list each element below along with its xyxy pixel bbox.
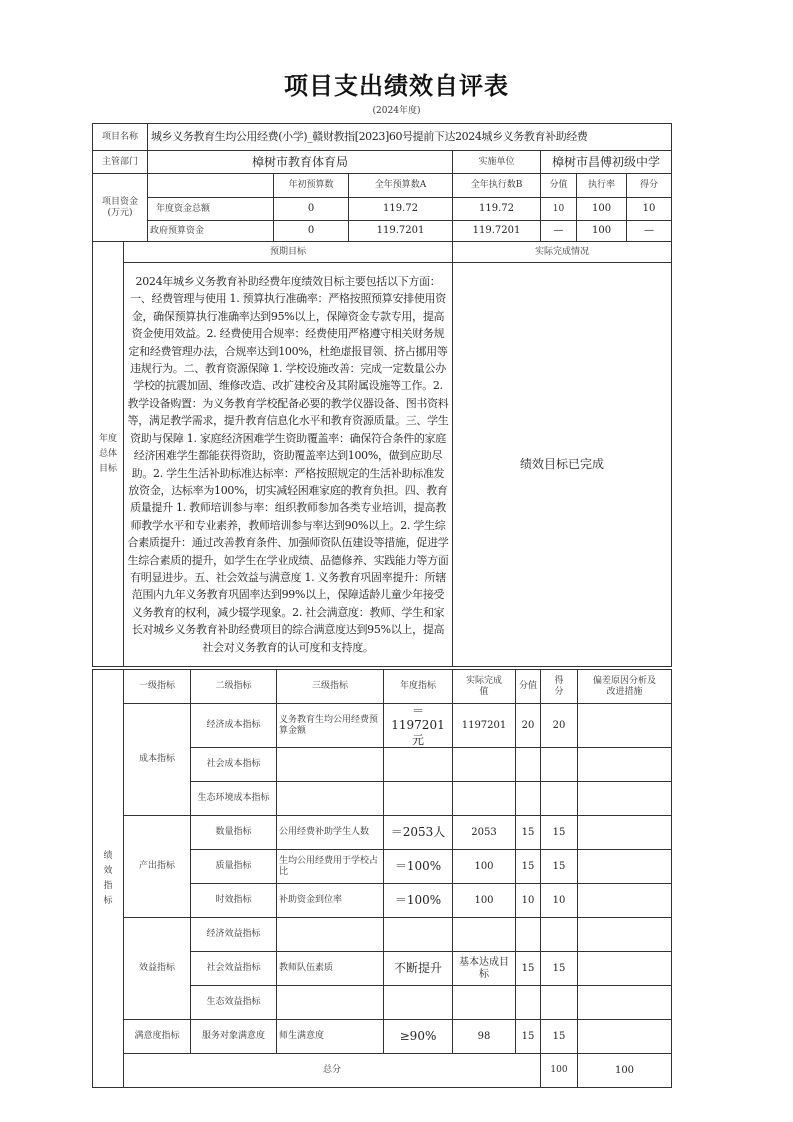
expected-goal-header: 预期目标 [124, 242, 453, 263]
note-cell [578, 918, 672, 952]
indicator-row [93, 704, 672, 748]
actual-result-text: 绩效目标已完成 [453, 263, 672, 667]
level3-cell: 教师队伍素质 [277, 952, 384, 986]
value-cell [516, 782, 541, 816]
target-cell: ＝100% [384, 884, 453, 918]
score-cell: 15 [541, 952, 578, 986]
funds-row-rate: 100 [577, 198, 627, 221]
header-value: 分值 [516, 670, 541, 704]
level3-cell [277, 918, 384, 952]
target-cell [384, 748, 453, 782]
indicator-row [93, 918, 672, 952]
funds-row-score-value: 10 [541, 198, 577, 221]
target-cell: ＝100% [384, 850, 453, 884]
funds-header-executed: 全年执行数B [453, 174, 541, 198]
actual-cell [453, 782, 516, 816]
score-cell: 10 [541, 884, 578, 918]
value-cell: 10 [516, 884, 541, 918]
funds-row-initial: 0 [274, 198, 349, 221]
funds-row-name: 年度资金总额 [148, 198, 274, 221]
header-level2: 二级指标 [191, 670, 277, 704]
level1-cell: 效益指标 [124, 918, 191, 1020]
total-score: 100 [578, 1054, 672, 1088]
actual-cell [453, 918, 516, 952]
note-cell [578, 1020, 672, 1054]
score-cell [541, 918, 578, 952]
level3-cell: 补助资金到位率 [277, 884, 384, 918]
value-cell [516, 918, 541, 952]
funds-label-line1: 项目资金 [102, 196, 139, 207]
goals-side-label [93, 242, 124, 667]
note-cell [578, 782, 672, 816]
score-cell: 15 [541, 850, 578, 884]
funds-row-annual: 119.72 [349, 198, 453, 221]
project-name-value: 城乡义务教育生均公用经费(小学)_赣财教指[2023]60号提前下达2024城乡义务教育补助经费 [148, 124, 672, 151]
project-name-label: 项目名称 [93, 124, 148, 151]
actual-cell [453, 748, 516, 782]
performance-side-label-text: 绩效指标 [103, 850, 113, 906]
actual-cell: 基本达成目标 [453, 952, 516, 986]
score-cell [541, 782, 578, 816]
value-cell [516, 986, 541, 1020]
score-cell: 20 [541, 704, 578, 748]
performance-header-row [93, 670, 672, 704]
target-cell: ＝1197201元 [384, 704, 453, 748]
actual-cell: 98 [453, 1020, 516, 1054]
dept-label: 主管部门 [93, 151, 148, 174]
funds-header-rate: 执行率 [577, 174, 627, 198]
level2-cell: 服务对象满意度 [191, 1020, 277, 1054]
funds-header-initial: 年初预算数 [274, 174, 349, 198]
note-cell [578, 850, 672, 884]
actual-cell: 100 [453, 884, 516, 918]
level1-cell: 满意度指标 [124, 1020, 191, 1054]
note-cell [578, 884, 672, 918]
goals-side-label-text: 年度总体目标 [98, 433, 117, 474]
score-cell: 15 [541, 816, 578, 850]
value-cell: 15 [516, 816, 541, 850]
actual-cell: 1197201 [453, 704, 516, 748]
level3-cell [277, 986, 384, 1020]
performance-side-label [93, 670, 124, 1088]
target-cell [384, 986, 453, 1020]
total-value: 100 [541, 1054, 578, 1088]
indicator-row [93, 1020, 672, 1054]
actual-result-header: 实际完成情况 [453, 242, 672, 263]
score-cell [541, 986, 578, 1020]
note-cell [578, 748, 672, 782]
page-subtitle: (2024年度) [372, 106, 421, 116]
level2-cell: 生态环境成本指标 [191, 782, 277, 816]
level2-cell: 经济效益指标 [191, 918, 277, 952]
funds-row-executed: 119.7201 [453, 221, 541, 242]
funds-label [93, 174, 148, 242]
level2-cell: 社会效益指标 [191, 952, 277, 986]
value-cell: 15 [516, 1020, 541, 1054]
level3-cell [277, 782, 384, 816]
actual-cell: 2053 [453, 816, 516, 850]
score-cell: 15 [541, 1020, 578, 1054]
funds-header-blank [148, 174, 274, 198]
header-level3: 三级指标 [277, 670, 384, 704]
value-cell [516, 748, 541, 782]
project-info-table [92, 123, 672, 667]
funds-row-initial: 0 [274, 221, 349, 242]
header-actual: 实际完成值 [453, 670, 516, 704]
impl-value: 樟树市昌傅初级中学 [541, 151, 672, 174]
funds-header-annual: 全年预算数A [349, 174, 453, 198]
level2-cell: 经济成本指标 [191, 704, 277, 748]
level3-cell: 义务教育生均公用经费预算金额 [277, 704, 384, 748]
level1-cell: 产出指标 [124, 816, 191, 918]
funds-row-score: — [627, 221, 672, 242]
funds-row-annual: 119.7201 [349, 221, 453, 242]
level3-cell [277, 748, 384, 782]
value-cell: 15 [516, 952, 541, 986]
score-cell [541, 748, 578, 782]
header-target: 年度指标 [384, 670, 453, 704]
page-title: 项目支出绩效自评表 [284, 72, 509, 100]
impl-label: 实施单位 [453, 151, 541, 174]
level2-cell: 社会成本指标 [191, 748, 277, 782]
header-level1: 一级指标 [124, 670, 191, 704]
target-cell: 不断提升 [384, 952, 453, 986]
actual-cell [453, 986, 516, 1020]
total-label: 总分 [124, 1054, 541, 1088]
total-row [93, 1054, 672, 1088]
target-cell: ≥90% [384, 1020, 453, 1054]
actual-cell: 100 [453, 850, 516, 884]
level2-cell: 时效指标 [191, 884, 277, 918]
target-cell: ＝2053人 [384, 816, 453, 850]
header-note: 偏差原因分析及改进措施 [578, 670, 672, 704]
note-cell [578, 816, 672, 850]
funds-row-total [93, 198, 672, 221]
header-score: 得分 [541, 670, 578, 704]
level1-cell: 成本指标 [124, 704, 191, 816]
indicator-row [93, 816, 672, 850]
value-cell: 20 [516, 704, 541, 748]
funds-row-score: 10 [627, 198, 672, 221]
level3-cell: 师生满意度 [277, 1020, 384, 1054]
performance-body [93, 670, 672, 1088]
target-cell [384, 782, 453, 816]
target-cell [384, 918, 453, 952]
expected-goal-text: 2024年城乡义务教育补助经费年度绩效目标主要包括以下方面：一、经费管理与使用 1. 预算执行准确率：严格按照预算安排使用资金，确保预算执行准确率达到95%以上，保障资金专款专用，提高资金使用效益。2. 经费使用合规率：经费使用严格遵守相关财务规定和经费管理办法，合规率达到100%，杜绝虚报冒领、挤占挪用等违规行为。二、教育资源保障 1. 学校设施改善：完成一定数量公办学校的抗震加固、维修改造、改扩建校舍及其附属设施等工作。2. 教学设备购置：为义务教育学校配备必要的教学仪器设备、图书资料等，满足教学需求，提升教育信息化水平和教育资源质量。三、学生资助与保障 1. 家庭经济困难学生资助覆盖率：确保符合条件的家庭经济困难学生都能获得资助，资助覆盖率达到100%，做到应助尽助。2. 学生生活补助标准达标率：严格按照规定的生活补助标准发放资金，达标率为100%，切实减轻困难家庭的教育负担。四、教育质量提升 1. 教师培训参与率：组织教师参加各类专业培训，提高教师教学水平和专业素养，教师培训参与率达到90%以上。2. 学生综合素质提升：通过改善教育条件、加强师资队伍建设等措施，促进学生综合素质的提升，如学生在学业成绩、品德修养、实践能力等方面有明显进步。五、社会效益与满意度 1. 义务教育巩固率提升：所辖范围内九年义务教育巩固率达到99%以上，保障适龄儿童少年接受义务教育的权利，减少辍学现象。2. 社会满意度：教师、学生和家长对城乡义务教育补助经费项目的综合满意度达到95%以上，提高社会对义务教育的认可度和支持度。 [124, 263, 453, 667]
level3-cell: 生均公用经费用于学校占比 [277, 850, 384, 884]
note-cell [578, 986, 672, 1020]
funds-row-government [93, 221, 672, 242]
funds-header-score: 得分 [627, 174, 672, 198]
note-cell [578, 704, 672, 748]
funds-header-score-value: 分值 [541, 174, 577, 198]
value-cell: 15 [516, 850, 541, 884]
funds-row-score-value: — [541, 221, 577, 242]
performance-table [92, 669, 672, 1088]
note-cell [578, 952, 672, 986]
dept-value: 樟树市教育体育局 [148, 151, 453, 174]
level2-cell: 生态效益指标 [191, 986, 277, 1020]
funds-label-line2: (万元) [107, 207, 133, 218]
level2-cell: 质量指标 [191, 850, 277, 884]
funds-row-rate: 100 [577, 221, 627, 242]
funds-row-executed: 119.72 [453, 198, 541, 221]
level2-cell: 数量指标 [191, 816, 277, 850]
funds-row-name: 政府预算资金 [148, 221, 274, 242]
level3-cell: 公用经费补助学生人数 [277, 816, 384, 850]
